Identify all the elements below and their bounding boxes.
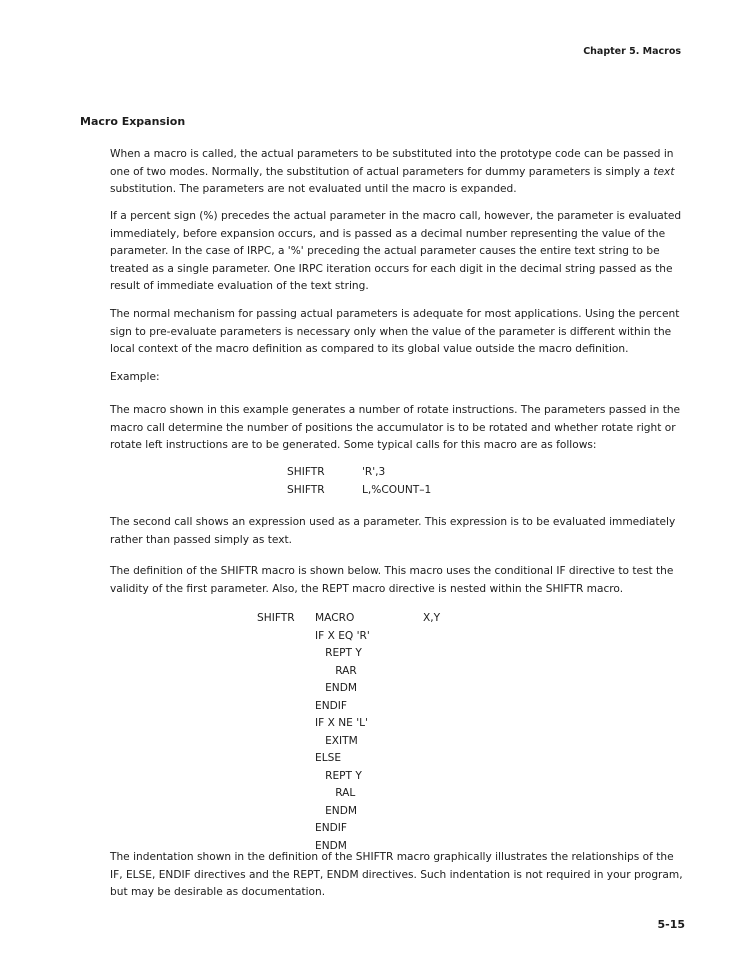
code-op: IF X NE 'L' — [315, 717, 368, 729]
code-op: EXITM — [315, 734, 358, 747]
code-line — [257, 645, 440, 663]
code-op: RAL — [315, 787, 356, 799]
code-line — [257, 715, 440, 733]
paragraph-1 — [110, 146, 684, 199]
code-op: ENDIF — [315, 699, 347, 712]
code-line — [257, 785, 440, 803]
code-op: ENDIF — [315, 822, 347, 834]
paragraph-1-text: When a macro is called, the actual parameters to be substituted into the prototype code can be passed in one of two modes. Normally, the substitution of actual parameters for dummy parameters is simply a — [110, 148, 674, 178]
code-line — [257, 680, 440, 698]
paragraph-1-end: substitution. The parameters are not evaluated until the macro is expanded. — [110, 183, 517, 195]
macro-call-row — [287, 482, 431, 500]
code-line — [257, 733, 440, 751]
paragraph-8: The indentation shown in the definition of the SHIFTR macro graphically illustrates the relationships of the IF, ELSE, ENDIF directives and the REPT, ENDM directives. Such indentation is not required in your program, but may be desirable as documentation. — [110, 851, 683, 898]
code-op: RAR — [315, 664, 357, 677]
code-operand: X,Y — [423, 612, 441, 624]
code-op: ENDM — [315, 839, 347, 852]
code-line — [257, 750, 440, 768]
code-op: REPT Y — [315, 769, 362, 782]
macro-definition — [257, 610, 440, 855]
code-op: ELSE — [315, 752, 342, 764]
call-args: L,%COUNT–1 — [362, 483, 432, 496]
paragraph-3: The normal mechanism for passing actual parameters is adequate for most applications. Using the percent sign to pre-evaluate parameters is necessary only when the value of the parameter is different within the local context of the macro definition as compared to its global value outside the macro definition. — [110, 308, 680, 355]
section-title: Macro Expansion — [80, 115, 186, 128]
code-line — [257, 803, 440, 821]
paragraph-2: If a percent sign (%) precedes the actual parameter in the macro call, however, the parameter is evaluated immediately, before expansion occurs, and is passed as a decimal number representing the value of the parameter. In the case of IRPC, a '%' preceding the actual parameter causes the entire text string to be treated as a single parameter. One IRPC iteration occurs for each digit in the decimal string passed as the result of immediate evaluation of the text string. — [110, 210, 682, 292]
call-name: SHIFTR — [287, 483, 325, 496]
code-line — [257, 663, 440, 681]
call-args: 'R',3 — [362, 466, 386, 478]
call-name: SHIFTR — [287, 466, 325, 478]
code-op: ENDM — [315, 682, 358, 694]
code-op: REPT Y — [315, 647, 362, 659]
running-head: Chapter 5. Macros — [583, 46, 681, 57]
code-label: SHIFTR — [257, 612, 295, 624]
paragraph-1-emphasis: text — [653, 165, 675, 178]
paragraph-7: The definition of the SHIFTR macro is shown below. This macro uses the conditional IF directive to test the validity of the first parameter. Also, the REPT macro directive is nested within the SHIFTR macro. — [110, 565, 674, 595]
macro-calls — [287, 464, 431, 499]
code-line — [257, 820, 440, 838]
code-op: IF X EQ 'R' — [315, 629, 370, 642]
code-op: MACRO — [315, 612, 355, 624]
example-label: Example: — [110, 371, 160, 383]
paragraph-6: The second call shows an expression used as a parameter. This expression is to be evaluated immediately rather than passed simply as text. — [110, 516, 676, 546]
code-line — [257, 610, 440, 628]
code-op: ENDM — [315, 804, 358, 817]
code-line — [257, 698, 440, 716]
macro-call-row — [287, 464, 431, 482]
page-number: 5-15 — [657, 918, 685, 931]
code-line — [257, 628, 440, 646]
code-line — [257, 768, 440, 786]
paragraph-5: The macro shown in this example generates a number of rotate instructions. The parameters passed in the macro call determine the number of positions the accumulator is to be rotated and whether rotate right or rotate left instructions are to be generated. Some typical calls for this macro are as follows: — [110, 404, 681, 451]
